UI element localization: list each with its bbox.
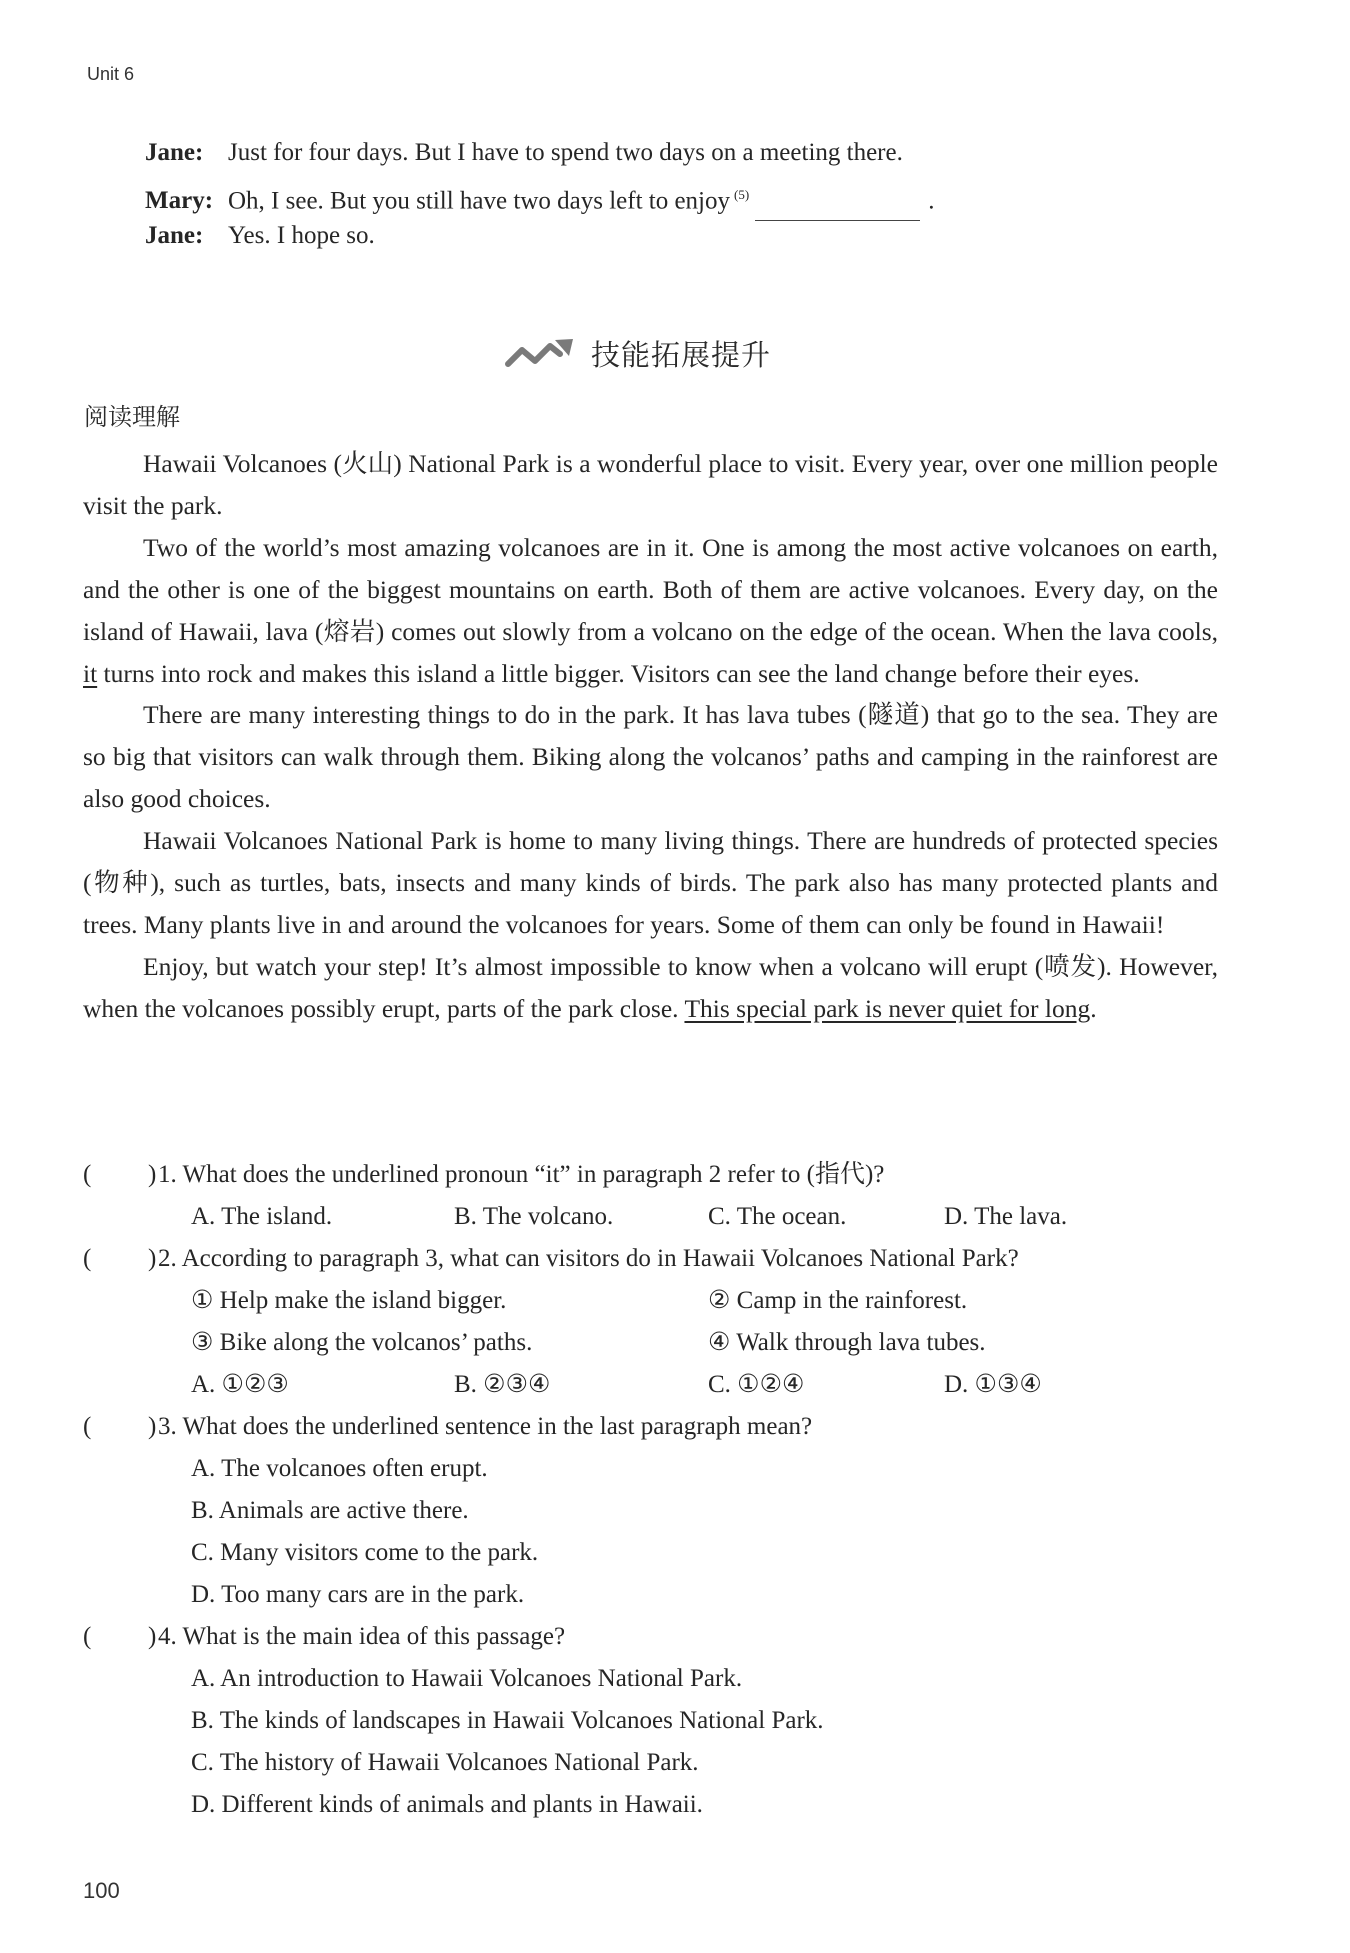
question-2 <box>83 1238 1218 1280</box>
passage-text: Enjoy, but watch your step! It’s almost impossible to know when a volcano will erupt (喷发). However, when the volcanoes possibly erupt, parts of the park close. <box>83 951 1218 1023</box>
section-title: 技能拓展提升 <box>591 337 772 372</box>
speaker-name: Jane: <box>145 139 204 166</box>
underlined-pronoun: it <box>83 658 98 688</box>
unit-label: Unit 6 <box>87 64 135 84</box>
answer-blank[interactable] <box>755 196 920 221</box>
question-4 <box>83 1616 1218 1658</box>
answer-bracket-open[interactable]: ( <box>83 1245 92 1272</box>
underlined-sentence: This special park is never quiet for long <box>684 993 1091 1023</box>
answer-bracket-open[interactable]: ( <box>83 1413 92 1440</box>
answer-bracket-open[interactable]: ( <box>83 1161 92 1188</box>
option-a[interactable]: A. An introduction to Hawaii Volcanoes National Park. <box>191 1665 743 1692</box>
dialogue-end: . <box>928 187 935 215</box>
option-d[interactable]: D. Too many cars are in the park. <box>191 1581 525 1608</box>
reading-passage <box>83 443 1218 1030</box>
section-header <box>505 333 771 373</box>
question-3 <box>83 1406 1218 1448</box>
statement-1: ① Help make the island bigger. <box>191 1287 507 1314</box>
option-b[interactable]: B. ②③④ <box>454 1371 551 1398</box>
dialogue-line <box>145 175 934 215</box>
dialogue-line <box>145 216 375 256</box>
passage-paragraph: Hawaii Volcanoes (火山) National Park is a wonderful place to visit. Every year, over one million people visit the park. <box>83 449 1218 520</box>
answer-bracket-close: ) <box>148 1245 157 1272</box>
option-d[interactable]: D. Different kinds of animals and plants in Hawaii. <box>191 1791 703 1818</box>
passage-text: . <box>1090 993 1097 1023</box>
option-b[interactable]: B. The volcano. <box>454 1203 614 1230</box>
dialogue-text: Oh, I see. But you still have two days left to enjoy <box>228 187 731 215</box>
question-text: 2. According to paragraph 3, what can visitors do in Hawaii Volcanoes National Park? <box>158 1245 1019 1272</box>
answer-bracket-open[interactable]: ( <box>83 1623 92 1650</box>
blank-number: (5) <box>734 187 750 202</box>
answer-bracket-close: ) <box>148 1161 157 1188</box>
option-a[interactable]: A. The island. <box>191 1203 333 1230</box>
page-number: 100 <box>83 1878 120 1903</box>
subsection-title: 阅读理解 <box>84 403 180 431</box>
dialogue-text: Yes. I hope so. <box>228 222 375 249</box>
question-text: 1. What does the underlined pronoun “it” in paragraph 2 refer to (指代)? <box>158 1161 885 1188</box>
passage-paragraph: Hawaii Volcanoes National Park is home to many living things. There are hundreds of protected species (物种), such as turtles, bats, insects and many kinds of birds. The park also has many protected plants and trees. Many plants live in and around the volcanoes for years. Some of them can only be found in Hawaii! <box>83 826 1218 939</box>
question-text: 4. What is the main idea of this passage? <box>158 1623 566 1650</box>
option-c[interactable]: C. The history of Hawaii Volcanoes National Park. <box>191 1749 699 1776</box>
option-b[interactable]: B. The kinds of landscapes in Hawaii Volcanoes National Park. <box>191 1707 824 1734</box>
statement-3: ③ Bike along the volcanos’ paths. <box>191 1329 533 1356</box>
option-c[interactable]: C. The ocean. <box>708 1203 847 1230</box>
answer-bracket-close: ) <box>148 1413 157 1440</box>
passage-paragraph <box>83 527 1218 695</box>
speaker-name: Mary: <box>145 187 214 215</box>
option-a[interactable]: A. The volcanoes often erupt. <box>191 1455 488 1482</box>
dialogue-text: Just for four days. But I have to spend two days on a meeting there. <box>228 139 903 166</box>
option-a[interactable]: A. ①②③ <box>191 1371 289 1398</box>
trend-arrow-icon <box>505 336 577 370</box>
statement-4: ④ Walk through lava tubes. <box>708 1329 986 1356</box>
dialogue-line <box>145 133 903 173</box>
answer-bracket-close: ) <box>148 1623 157 1650</box>
passage-text: turns into rock and makes this island a little bigger. Visitors can see the land change before their eyes. <box>97 658 1140 688</box>
question-text: 3. What does the underlined sentence in the last paragraph mean? <box>158 1413 813 1440</box>
passage-text: Two of the world’s most amazing volcanoes are in it. One is among the most active volcanoes on earth, and the other is one of the biggest mountains on earth. Both of them are active volcanoes. Every day, on the island of Hawaii, lava (熔岩) comes out slowly from a volcano on the edge of the ocean. When the lava cools, <box>83 532 1218 646</box>
statement-2: ② Camp in the rainforest. <box>708 1287 968 1314</box>
passage-paragraph <box>83 946 1218 1030</box>
option-b[interactable]: B. Animals are active there. <box>191 1497 469 1524</box>
speaker-name: Jane: <box>145 222 204 249</box>
question-1 <box>83 1154 1218 1196</box>
option-c[interactable]: C. Many visitors come to the park. <box>191 1539 539 1566</box>
passage-paragraph: There are many interesting things to do in the park. It has lava tubes (隧道) that go to the sea. They are so big that visitors can walk through them. Biking along the volcanos’ paths and camping in the rainforest are also good choices. <box>83 700 1218 814</box>
option-c[interactable]: C. ①②④ <box>708 1371 805 1398</box>
option-d[interactable]: D. ①③④ <box>944 1371 1042 1398</box>
option-d[interactable]: D. The lava. <box>944 1203 1068 1230</box>
